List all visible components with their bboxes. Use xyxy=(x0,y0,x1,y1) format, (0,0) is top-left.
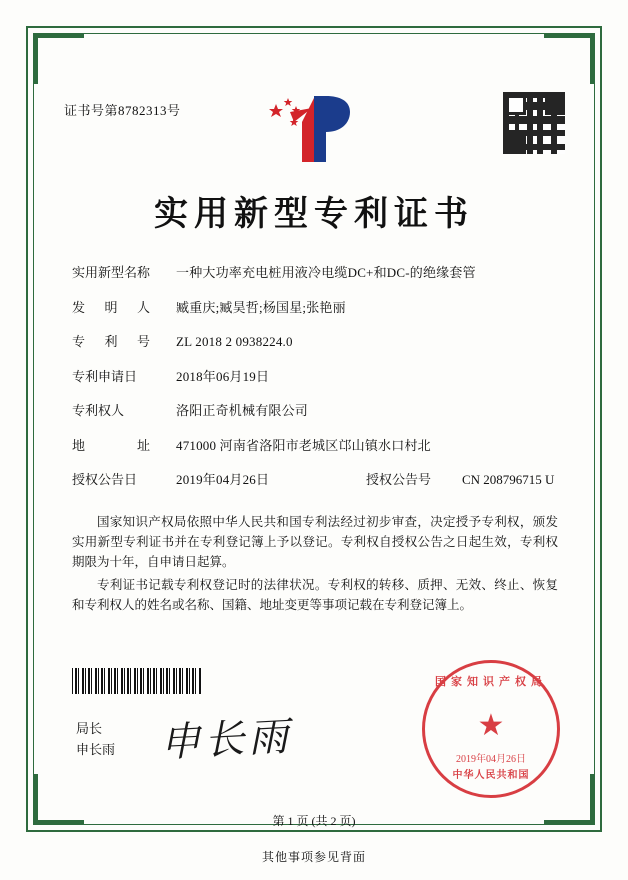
corner-ornament-top-left xyxy=(33,33,84,84)
field-label-application-date: 专利申请日 xyxy=(72,368,138,384)
field-row-patentee xyxy=(72,400,562,419)
field-value-grant-date: 2019年04月26日 xyxy=(176,472,270,487)
official-seal xyxy=(422,660,560,798)
patent-emblem-icon xyxy=(254,92,374,166)
field-label-address: 地址 xyxy=(72,437,150,453)
footer-note: 其他事项参见背面 xyxy=(261,850,366,864)
barcode-icon xyxy=(72,668,202,694)
field-value-inventor: 臧重庆;臧昊哲;杨国星;张艳丽 xyxy=(176,299,346,315)
seal-star-icon: ★ xyxy=(477,709,505,742)
fields-block xyxy=(72,262,562,504)
field-row-grant xyxy=(72,469,562,488)
field-value-name: 一种大功率充电桩用液冷电缆DC+和DC-的绝缘套管 xyxy=(176,265,476,280)
signature-title-line1: 局长 xyxy=(76,721,103,736)
field-row-inventor xyxy=(72,297,562,316)
handwritten-signature: 申长雨 xyxy=(159,713,294,766)
field-label-name: 实用新型名称 xyxy=(72,265,151,280)
seal-date: 2019年04月26日 xyxy=(456,754,526,765)
field-label-grant-date: 授权公告日 xyxy=(72,472,138,487)
signature-title xyxy=(76,718,115,760)
field-label-patentee: 专利权人 xyxy=(72,403,125,418)
field-value-patentee: 洛阳正奇机械有限公司 xyxy=(176,403,309,418)
field-value-patent-number: ZL 2018 2 0938224.0 xyxy=(176,334,293,349)
corner-ornament-top-right xyxy=(544,33,595,84)
field-row-application-date xyxy=(72,366,562,385)
field-row-patent-number xyxy=(72,331,562,350)
field-row-address xyxy=(72,435,562,454)
field-label-patent-number: 专利号 xyxy=(72,334,150,349)
qr-code-icon xyxy=(503,92,565,154)
seal-text-top: 国家知识产权局 xyxy=(435,676,547,688)
legal-paragraph-1: 国家知识产权局依照中华人民共和国专利法经过初步审查，决定授予专利权，颁发实用新型专利证书并在专利登记簿上予以登记。专利权自授权公告之日起生效，专利权期限为十年，自申请日起算。 xyxy=(72,515,558,569)
legal-text-block xyxy=(72,512,558,618)
field-label-inventor: 发明人 xyxy=(72,299,150,315)
page-title: 实用新型专利证书 xyxy=(154,196,474,233)
field-row-name xyxy=(72,262,562,281)
certificate-number: 证书号第8782313号 xyxy=(64,103,181,118)
field-value-grant-number: CN 208796715 U xyxy=(462,472,555,487)
legal-paragraph-2: 专利证书记载专利权登记时的法律状况。专利权的转移、质押、无效、终止、恢复和专利权人的姓名或名称、国籍、地址变更等事项记载在专利登记簿上。 xyxy=(72,578,558,612)
field-value-application-date: 2018年06月19日 xyxy=(176,368,270,384)
field-value-address: 471000 河南省洛阳市老城区邙山镇水口村北 xyxy=(176,437,431,453)
signature-title-line2: 申长雨 xyxy=(76,742,116,757)
field-label-grant-number: 授权公告号 xyxy=(366,472,432,487)
page-number: 第 1 页 (共 2 页) xyxy=(272,814,356,828)
seal-text-bottom: 中华人民共和国 xyxy=(452,770,530,781)
